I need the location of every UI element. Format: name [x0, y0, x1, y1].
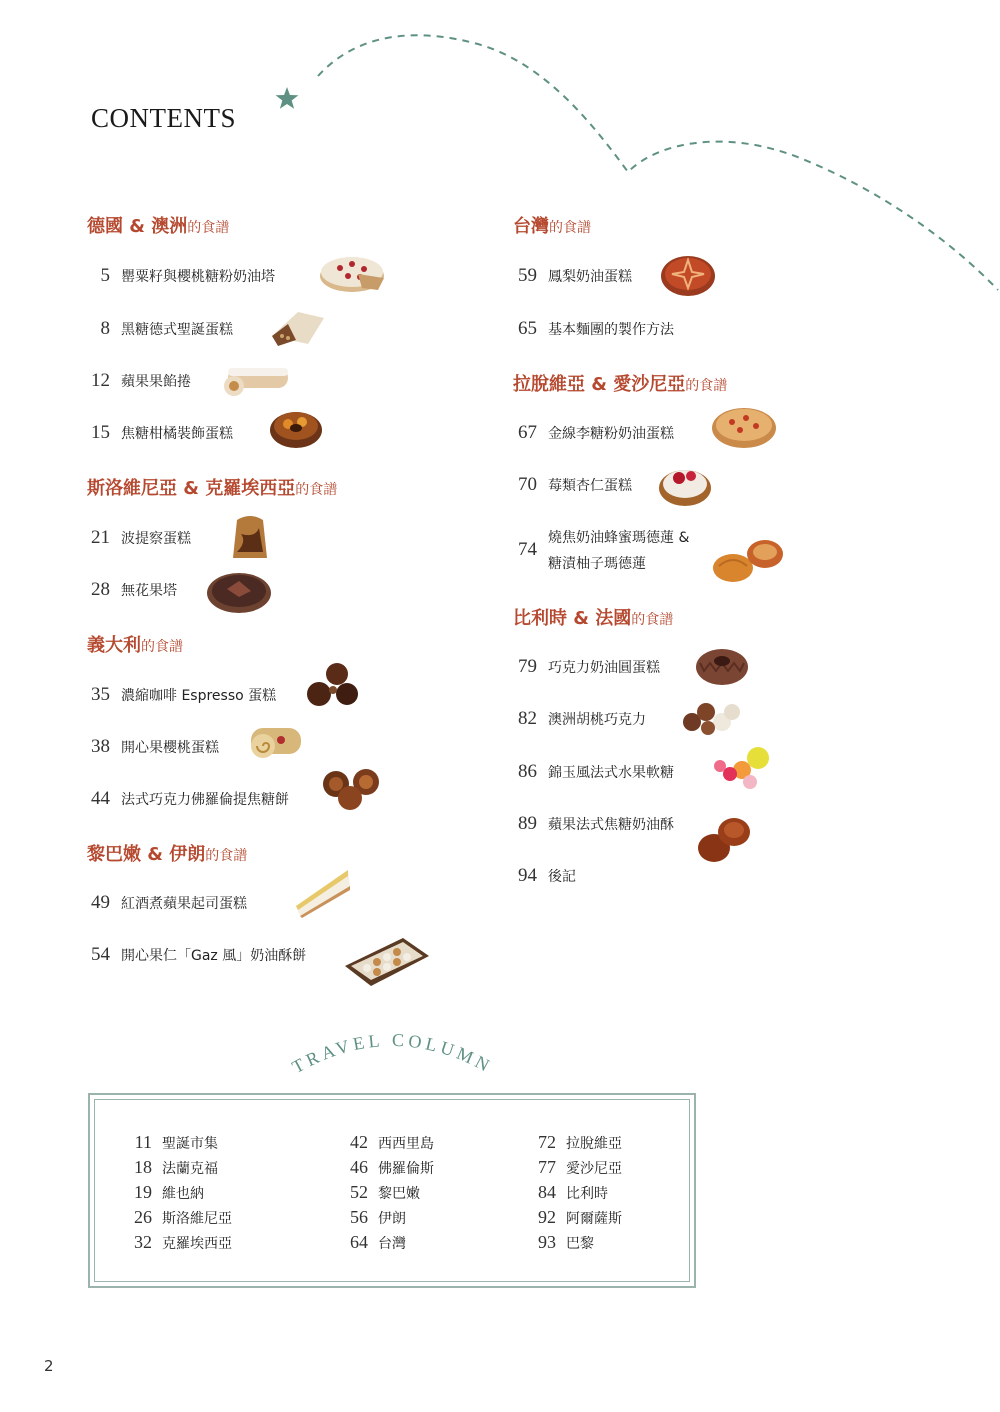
page-title: CONTENTS	[91, 103, 236, 133]
toc-entry[interactable]	[507, 654, 660, 680]
page-number: 44	[91, 788, 110, 809]
toc-entry[interactable]	[507, 863, 576, 889]
toc-entry[interactable]	[80, 942, 306, 968]
travel-column-list	[530, 1130, 622, 1255]
section-germany-austria	[87, 212, 229, 238]
page-number: 94	[518, 865, 537, 886]
travel-entry[interactable]	[342, 1205, 434, 1230]
section-suffix: 的食譜	[295, 482, 338, 498]
toc-entry[interactable]	[507, 263, 632, 289]
travel-entry[interactable]	[342, 1130, 434, 1155]
toc-entry[interactable]	[507, 759, 674, 785]
entry-title: 法式巧克力佛羅倫提焦糖餅	[121, 792, 289, 808]
toc-entry[interactable]	[80, 525, 191, 551]
page-number: 35	[91, 684, 110, 705]
citrus-bundt-image	[268, 404, 324, 450]
travel-column-title: TRAVEL COLUMN	[288, 1029, 497, 1078]
section-taiwan	[513, 212, 591, 238]
entry-title: 開心果櫻桃蛋糕	[121, 740, 219, 756]
entry-title: 澳洲胡桃巧克力	[548, 712, 646, 728]
stollen-image	[268, 306, 326, 348]
poppy-cherry-tart-image	[318, 248, 386, 296]
page-number: 52	[350, 1182, 368, 1202]
fig-tart-image	[205, 567, 273, 615]
section-lebanon-iran	[87, 840, 247, 866]
page-number: 93	[538, 1232, 556, 1252]
entry-title: 無花果塔	[121, 583, 177, 599]
page-number: 79	[518, 656, 537, 677]
entry-title: 台灣	[378, 1235, 406, 1252]
page-number: 72	[538, 1132, 556, 1152]
pistachio-roll-image	[247, 718, 305, 762]
toc-entry[interactable]	[507, 811, 674, 837]
entry-title: 西西里島	[378, 1135, 434, 1152]
entry-title: 波提察蛋糕	[121, 531, 191, 547]
page-number: 49	[91, 892, 110, 913]
entry-title: 維也納	[162, 1185, 204, 1202]
toc-entry[interactable]	[80, 890, 247, 916]
entry-title: 拉脫維亞	[566, 1135, 622, 1152]
entry-title: 佛羅倫斯	[378, 1160, 434, 1177]
page-number: 46	[350, 1157, 368, 1177]
florentines-image	[320, 766, 386, 812]
travel-entry[interactable]	[126, 1130, 232, 1155]
entry-title: 後記	[548, 869, 576, 885]
kouign-amann-image	[694, 814, 754, 866]
entry-title: 伊朗	[378, 1210, 406, 1227]
entry-title: 巴黎	[566, 1235, 594, 1252]
section-latvia-estonia	[513, 370, 727, 396]
page-number: 92	[538, 1207, 556, 1227]
cheesecake-slice-image	[290, 866, 354, 918]
section-italy	[87, 631, 183, 657]
plum-crumble-image	[710, 400, 778, 450]
section-suffix: 的食譜	[141, 639, 183, 655]
travel-entry[interactable]	[342, 1155, 434, 1180]
section-slovenia-croatia	[87, 474, 337, 500]
section-suffix: 的食譜	[549, 220, 591, 236]
page-number: 89	[518, 813, 537, 834]
chocolate-bundt-image	[694, 641, 750, 687]
travel-entry[interactable]	[530, 1130, 622, 1155]
gaz-shortbread-tray-image	[343, 932, 431, 988]
entry-title: 錦玉風法式水果軟糖	[548, 765, 674, 781]
page-number: 28	[91, 579, 110, 600]
page-number: 77	[538, 1157, 556, 1177]
star-icon	[276, 87, 299, 109]
travel-entry[interactable]	[530, 1230, 622, 1255]
travel-entry[interactable]	[126, 1230, 232, 1255]
toc-entry[interactable]	[80, 786, 289, 812]
entry-title: 斯洛維尼亞	[162, 1210, 232, 1227]
entry-title: 濃縮咖啡 Espresso 蛋糕	[121, 688, 277, 704]
section-belgium-france	[513, 604, 673, 630]
section-title: 黎巴嫩 & 伊朗	[87, 844, 206, 865]
potica-image	[229, 512, 271, 562]
section-suffix: 的食譜	[187, 220, 230, 236]
entry-title: 罌粟籽與櫻桃糖粉奶油塔	[121, 269, 275, 285]
page-number: 86	[518, 761, 537, 782]
travel-entry[interactable]	[530, 1205, 622, 1230]
entry-title: 開心果仁「Gaz 風」奶油酥餅	[121, 948, 307, 964]
section-suffix: 的食譜	[631, 612, 674, 628]
page-number: 11	[134, 1132, 152, 1152]
entry-title-line: 糖漬柚子瑪德蓮	[548, 556, 646, 572]
section-suffix: 的食譜	[685, 378, 728, 394]
page-number: 70	[518, 474, 537, 495]
entry-title: 愛沙尼亞	[566, 1160, 622, 1177]
travel-column-list	[126, 1130, 232, 1255]
toc-entry[interactable]	[80, 263, 275, 289]
toc-entry[interactable]	[80, 682, 276, 708]
page-number: 21	[91, 527, 110, 548]
toc-entry[interactable]	[80, 734, 219, 760]
page-number: 12	[91, 370, 110, 391]
entry-title: 焦糖柑橘裝飾蛋糕	[121, 426, 233, 442]
section-title: 台灣	[513, 216, 549, 237]
entry-title: 比利時	[566, 1185, 608, 1202]
entry-title: 莓類杏仁蛋糕	[548, 478, 632, 494]
page-number-footer: 2	[44, 1357, 54, 1375]
page-number: 65	[518, 318, 537, 339]
page-number: 26	[134, 1207, 152, 1227]
section-title: 義大利	[87, 635, 141, 656]
entry-title: 蘋果法式焦糖奶油酥	[548, 817, 674, 833]
page-number: 84	[538, 1182, 556, 1202]
page-number: 74	[518, 539, 537, 560]
page-number: 8	[100, 318, 110, 339]
apple-strudel-image	[220, 360, 292, 398]
espresso-cakes-image	[303, 660, 361, 710]
entry-title-line: 燒焦奶油蜂蜜瑪德蓮 &	[548, 530, 690, 546]
entry-title: 法蘭克福	[162, 1160, 218, 1177]
entry-title: 黑糖德式聖誕蛋糕	[121, 322, 233, 338]
page-number: 32	[134, 1232, 152, 1252]
toc-entry[interactable]	[507, 420, 674, 446]
section-title: 德國 & 澳洲	[87, 216, 188, 237]
toc-entry[interactable]	[80, 577, 177, 603]
toc-entry[interactable]	[80, 368, 191, 394]
fruit-jellies-image	[708, 744, 772, 792]
travel-entry[interactable]	[126, 1180, 232, 1205]
travel-entry[interactable]	[530, 1180, 622, 1205]
entry-title: 基本麵團的製作方法	[548, 322, 674, 338]
berry-almond-cake-image	[657, 458, 713, 510]
toc-entry[interactable]	[80, 420, 233, 446]
page-number: 54	[91, 944, 110, 965]
macadamia-chocolates-image	[678, 696, 742, 740]
travel-entry[interactable]	[126, 1205, 232, 1230]
page-number: 19	[134, 1182, 152, 1202]
entry-title: 鳳梨奶油蛋糕	[548, 269, 632, 285]
section-title: 斯洛維尼亞 & 克羅埃西亞	[87, 478, 296, 499]
section-suffix: 的食譜	[205, 848, 248, 864]
section-title: 拉脫維亞 & 愛沙尼亞	[513, 374, 686, 395]
entry-title: 巧克力奶油圓蛋糕	[548, 660, 660, 676]
page-number: 67	[518, 422, 537, 443]
page-number: 15	[91, 422, 110, 443]
entry-title: 蘋果果餡捲	[121, 374, 191, 390]
entry-title: 金線李糖粉奶油蛋糕	[548, 426, 674, 442]
entry-title: 阿爾薩斯	[566, 1210, 622, 1227]
page-number: 38	[91, 736, 110, 757]
travel-column-list	[342, 1130, 434, 1255]
pineapple-cake-image	[659, 250, 717, 298]
entry-title: 黎巴嫩	[378, 1185, 420, 1202]
toc-entry[interactable]	[507, 706, 646, 732]
page-number: 42	[350, 1132, 368, 1152]
travel-entry[interactable]	[342, 1230, 434, 1255]
toc-entry[interactable]	[507, 316, 674, 342]
entry-title: 紅酒煮蘋果起司蛋糕	[121, 896, 247, 912]
travel-entry[interactable]	[342, 1180, 434, 1205]
travel-entry[interactable]	[126, 1155, 232, 1180]
toc-entry[interactable]	[507, 527, 689, 573]
madeleines-image	[711, 532, 787, 586]
entry-title: 克羅埃西亞	[162, 1235, 232, 1252]
page-number: 82	[518, 708, 537, 729]
page-number: 56	[350, 1207, 368, 1227]
toc-entry[interactable]	[80, 316, 233, 342]
page-number: 64	[350, 1232, 368, 1252]
entry-title: 聖誕市集	[162, 1135, 218, 1152]
page-number: 59	[518, 265, 537, 286]
page-number: 5	[100, 265, 110, 286]
section-title: 比利時 & 法國	[513, 608, 632, 629]
travel-entry[interactable]	[530, 1155, 622, 1180]
page-number: 18	[134, 1157, 152, 1177]
toc-entry[interactable]	[507, 472, 632, 498]
